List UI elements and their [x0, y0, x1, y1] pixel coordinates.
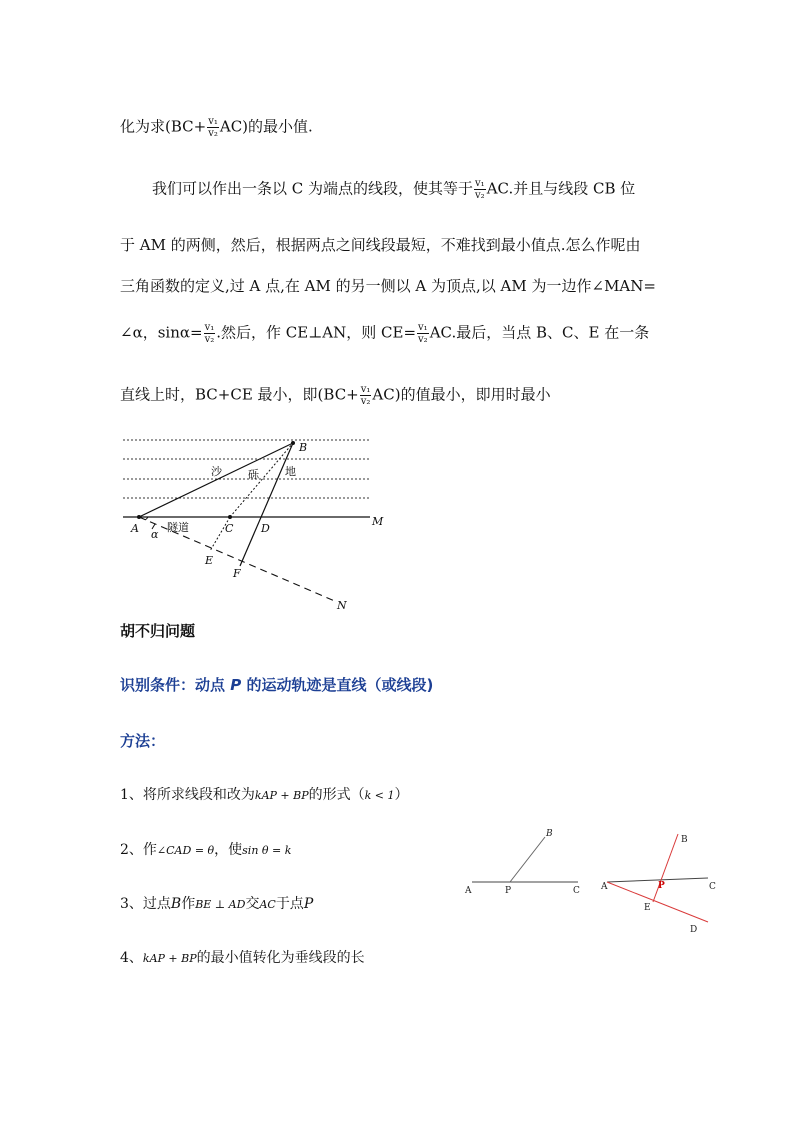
- fraction-numerator: v₁: [475, 178, 485, 189]
- math-expression: B: [170, 896, 182, 912]
- text-line-2: [152, 178, 635, 201]
- fraction-denominator: v₂: [418, 334, 428, 345]
- segment-BF: [240, 443, 293, 566]
- step-text: 交: [245, 896, 260, 912]
- point-A: [137, 515, 141, 519]
- point-C: [228, 515, 232, 519]
- step-text: 1、将所求线段和改为: [120, 787, 255, 803]
- math-expression: k < 1: [364, 789, 395, 802]
- fraction-denominator: v₂: [208, 128, 218, 139]
- text-line-5: [120, 322, 649, 345]
- label-C: C: [225, 522, 234, 535]
- fraction-v1-v2: [474, 178, 486, 201]
- text-segment: AC)的值最小，即用时最小: [372, 385, 551, 404]
- math-expression: kAP + BP: [254, 789, 309, 802]
- text-line-4: [120, 279, 656, 294]
- segment-CB: [230, 443, 293, 517]
- fraction-numerator: v₁: [418, 322, 428, 333]
- label-P: P: [658, 881, 665, 891]
- label-C: C: [573, 886, 580, 896]
- label-E: E: [644, 903, 651, 913]
- fraction-v1-v2: [207, 116, 219, 139]
- label-M: M: [372, 515, 384, 528]
- fraction-denominator: v₂: [360, 396, 371, 407]
- step-text: ）: [394, 787, 409, 803]
- text-segment: 三角函数的定义,过 A 点,在 AM 的另一侧以 A 为顶点,以 AM 为一边作∠MAN=: [120, 277, 656, 295]
- condition-point: P: [230, 676, 242, 694]
- fraction-v1-v2: [204, 322, 216, 345]
- step-text: 2、作: [120, 842, 157, 858]
- label-gravel: 砾: [248, 468, 259, 481]
- figure-construction: [598, 828, 733, 938]
- label-A: A: [131, 522, 139, 535]
- step-text: 于点: [275, 896, 304, 912]
- figure-angle-setup: [460, 825, 590, 900]
- text-segment: 于 AM 的两侧，然后，根据两点之间线段最短，不难找到最小值点.怎么作呢由: [120, 236, 641, 254]
- label-D: D: [690, 925, 698, 935]
- step-2: [120, 843, 291, 857]
- label-N: N: [337, 599, 347, 612]
- step-text: ，使: [214, 842, 243, 858]
- step-1: [120, 788, 409, 802]
- label-B: B: [299, 441, 308, 454]
- label-A: A: [465, 886, 472, 896]
- fraction-denominator: v₂: [475, 190, 485, 201]
- fraction-numerator: v₁: [208, 116, 218, 127]
- condition-text: 的运动轨迹是直线（或线段): [241, 676, 434, 694]
- text-line-3: [120, 238, 641, 253]
- fraction-v1-v2: [360, 384, 372, 407]
- math-expression: ∠CAD = θ: [156, 844, 215, 857]
- step-3: [120, 897, 313, 911]
- label-F: F: [233, 567, 241, 580]
- point-B: [291, 441, 295, 445]
- step-text: 的形式（: [308, 787, 365, 803]
- math-expression: P: [303, 896, 314, 912]
- math-expression: BE ⊥ AD: [195, 898, 246, 911]
- section-heading: 胡不归问题: [120, 622, 196, 640]
- label-B: B: [681, 835, 688, 845]
- text-segment: ∠α，sinα=: [120, 323, 203, 342]
- fraction-denominator: v₂: [204, 334, 215, 345]
- text-segment: AC.最后，当点 B、C、E 在一条: [429, 323, 650, 342]
- text-segment: AC)的最小值.: [219, 117, 313, 136]
- identify-condition: [120, 678, 433, 693]
- text-line-6: [120, 384, 551, 407]
- segment-AB: [139, 443, 293, 517]
- step-4: [120, 951, 365, 965]
- step-text: 4、: [120, 950, 143, 966]
- text-segment: .然后，作 CE⊥AN，则 CE=: [216, 323, 417, 342]
- text-line-1: [120, 116, 313, 139]
- label-D: D: [261, 522, 270, 535]
- label-tunnel: 隧道: [167, 521, 189, 534]
- figure-sand-tunnel-diagram: [115, 430, 395, 615]
- text-segment: 直线上时，BC+CE 最小，即(BC+: [120, 385, 359, 404]
- label-sand: 沙: [211, 465, 222, 478]
- fraction-numerator: v₁: [204, 322, 215, 333]
- text-segment: AC.并且与线段 CB 位: [486, 179, 636, 198]
- condition-text: 识别条件：动点: [120, 676, 231, 694]
- label-alpha: α: [151, 528, 159, 541]
- fraction-numerator: v₁: [360, 384, 371, 395]
- step-text: 3、过点: [120, 896, 171, 912]
- label-A: A: [601, 882, 608, 892]
- segment-BE: [653, 834, 678, 902]
- method-label: 方法：: [120, 732, 166, 750]
- text-segment: 化为求(BC+: [120, 117, 207, 136]
- math-expression: sin θ = k: [242, 844, 292, 857]
- fraction-v1-v2: [417, 322, 429, 345]
- text-segment: 我们可以作出一条以 C 为端点的线段，使其等于: [152, 179, 474, 198]
- label-ground: 地: [285, 465, 296, 478]
- step-text: 的最小值转化为垂线段的长: [196, 950, 365, 966]
- label-B: B: [546, 829, 553, 839]
- label-C: C: [709, 882, 716, 892]
- label-P: P: [505, 886, 512, 896]
- segment-PB: [510, 837, 545, 882]
- label-E: E: [205, 554, 214, 567]
- math-expression: AC: [259, 898, 276, 911]
- math-expression: kAP + BP: [142, 952, 197, 965]
- step-text: 作: [181, 896, 196, 912]
